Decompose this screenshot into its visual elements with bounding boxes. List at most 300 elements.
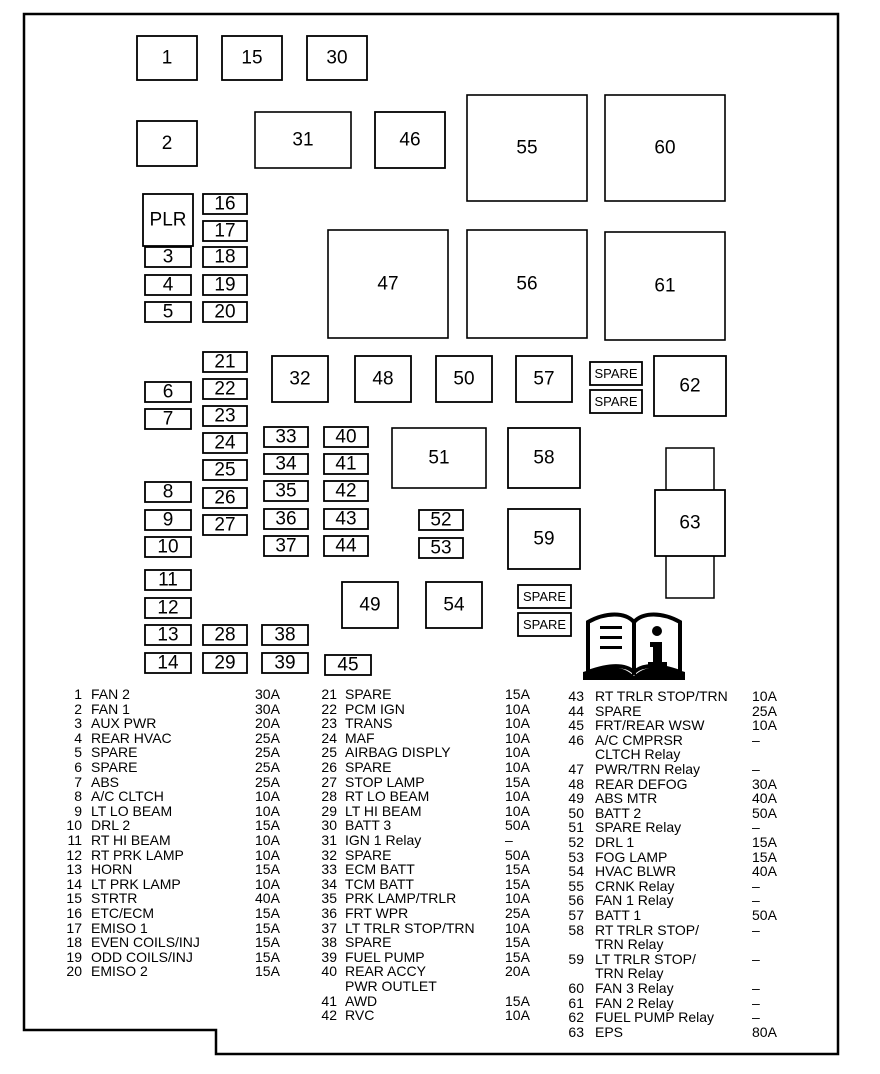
fuse-f53 bbox=[419, 538, 463, 559]
legend-circuit-name: A/C CLTCH bbox=[91, 788, 164, 805]
legend-circuit-name: FAN 3 Relay bbox=[595, 980, 674, 996]
fuse-f56 bbox=[467, 230, 587, 338]
legend-circuit-name: LT TRLR STOP/ bbox=[595, 950, 696, 967]
fuse-f62-label: 62 bbox=[679, 375, 701, 397]
legend-rating: 10A bbox=[505, 715, 530, 732]
legend-fuse-number: 54 bbox=[568, 863, 584, 880]
legend-circuit-name: EVEN COILS/INJ bbox=[91, 934, 200, 951]
legend-circuit-name: BATT 2 bbox=[595, 804, 642, 821]
fuse-f9 bbox=[145, 510, 191, 531]
legend-fuse-number: 9 bbox=[74, 802, 82, 819]
legend-circuit-name: REAR ACCY bbox=[345, 963, 426, 980]
fuse-f34 bbox=[264, 454, 308, 475]
legend-fuse-number: 39 bbox=[321, 948, 337, 965]
legend-fuse-number: 25 bbox=[321, 744, 337, 761]
fuse-f28 bbox=[203, 625, 247, 646]
fuse-f5-label: 5 bbox=[162, 301, 174, 323]
fuse-f37 bbox=[264, 536, 308, 557]
fuse-f55-label: 55 bbox=[516, 137, 538, 159]
legend-circuit-name: LT TRLR STOP/TRN bbox=[345, 919, 475, 936]
legend-fuse-number: 41 bbox=[321, 992, 337, 1009]
legend-rating: – bbox=[752, 1009, 760, 1026]
legend-rating: – bbox=[752, 980, 760, 996]
legend-rating: 40A bbox=[255, 890, 280, 907]
legend-rating: 15A bbox=[505, 686, 530, 702]
legend-fuse-number: 28 bbox=[321, 788, 337, 805]
fuse-f13 bbox=[145, 625, 191, 646]
legend-fuse-number: 53 bbox=[568, 848, 584, 865]
fuse-f14 bbox=[145, 653, 191, 674]
fuse-f44-label: 44 bbox=[335, 535, 357, 557]
fuse-f59 bbox=[508, 509, 580, 569]
fuse-f63 bbox=[655, 490, 725, 556]
fuse-f10-label: 10 bbox=[157, 536, 179, 558]
legend-rating: 10A bbox=[255, 788, 280, 805]
legend-fuse-number: 17 bbox=[66, 919, 82, 936]
legend-circuit-name: SPARE bbox=[345, 934, 392, 951]
legend-circuit-name: BATT 1 bbox=[595, 907, 642, 923]
legend-fuse-number: 40 bbox=[321, 963, 337, 980]
legend-fuse-number: 4 bbox=[74, 729, 82, 746]
legend-fuse-number: 7 bbox=[74, 773, 82, 790]
fuse-f23-label: 23 bbox=[214, 405, 236, 427]
legend-fuse-number: 2 bbox=[74, 700, 82, 717]
legend-circuit-name: DRL 2 bbox=[91, 817, 131, 834]
legend-fuse-number: 12 bbox=[66, 846, 82, 863]
fuse-spare_b bbox=[590, 390, 642, 413]
legend-circuit-name: FAN 1 Relay bbox=[595, 892, 674, 909]
legend-rating: 10A bbox=[505, 802, 530, 819]
legend-fuse-number: 57 bbox=[568, 907, 584, 923]
legend-rating: 10A bbox=[505, 729, 530, 746]
legend-circuit-name: TRN Relay bbox=[595, 936, 664, 953]
legend-rating: 30A bbox=[255, 700, 280, 717]
legend-circuit-name: CRNK Relay bbox=[595, 877, 675, 894]
fuse-spare_d-label: SPARE bbox=[522, 617, 567, 632]
legend-rating: 10A bbox=[505, 700, 530, 717]
legend-circuit-name: SPARE bbox=[91, 759, 138, 775]
fuse-f2-label: 2 bbox=[161, 133, 173, 154]
fuse-f45-label: 45 bbox=[337, 654, 359, 676]
fuse-f38 bbox=[262, 625, 308, 646]
legend-rating: 20A bbox=[255, 715, 280, 732]
fuse-f7 bbox=[145, 409, 191, 430]
legend-rating: 10A bbox=[255, 832, 280, 848]
legend-fuse-number: 30 bbox=[321, 817, 337, 834]
fuse-spare_a bbox=[590, 362, 642, 385]
legend-circuit-name: SPARE bbox=[345, 686, 392, 702]
legend-rating: 15A bbox=[505, 948, 530, 965]
fuse-f4-label: 4 bbox=[162, 274, 174, 296]
fuse-f56-label: 56 bbox=[516, 273, 538, 295]
legend-circuit-name: ABS bbox=[91, 773, 120, 790]
legend-circuit-name: RT PRK LAMP bbox=[91, 846, 184, 863]
legend-fuse-number: 42 bbox=[321, 1007, 337, 1024]
fuse-f42-label: 42 bbox=[335, 480, 357, 502]
legend-rating: – bbox=[752, 994, 760, 1011]
fuse-spare_d bbox=[518, 613, 571, 636]
legend-circuit-name: PWR/TRN Relay bbox=[595, 761, 701, 777]
legend-fuse-number: 21 bbox=[321, 686, 337, 702]
legend-rating: – bbox=[505, 832, 513, 848]
legend-circuit-name: LT PRK LAMP bbox=[91, 875, 181, 892]
fuse-f15-label: 15 bbox=[241, 47, 263, 69]
fuse-f34-label: 34 bbox=[275, 453, 297, 475]
fuse-f16 bbox=[203, 194, 247, 215]
legend-fuse-number: 20 bbox=[66, 963, 82, 980]
fuse-f29-label: 29 bbox=[214, 652, 236, 674]
fuse-f36 bbox=[264, 509, 308, 530]
fuse-f51 bbox=[392, 428, 486, 488]
legend-fuse-number: 11 bbox=[67, 832, 82, 848]
fuse-f17-label: 17 bbox=[214, 220, 236, 242]
legend-rating: 25A bbox=[255, 729, 280, 746]
fuse-spare_c-label: SPARE bbox=[522, 589, 567, 604]
legend-circuit-name: SPARE bbox=[595, 702, 642, 719]
legend-circuit-name: BATT 3 bbox=[345, 817, 392, 834]
fuse-f47-label: 47 bbox=[377, 273, 399, 295]
legend-circuit-name: STOP LAMP bbox=[345, 773, 425, 790]
fuse-f50 bbox=[436, 356, 492, 402]
legend-fuse-number: 38 bbox=[321, 934, 337, 951]
fuse-f44 bbox=[324, 536, 368, 557]
fuse-f46 bbox=[375, 112, 445, 168]
legend-fuse-number: 22 bbox=[321, 700, 337, 717]
legend-circuit-name: REAR DEFOG bbox=[595, 775, 688, 792]
fuse-f43-label: 43 bbox=[335, 508, 357, 530]
fuse-f57 bbox=[516, 356, 572, 402]
legend-circuit-name: HORN bbox=[91, 861, 133, 878]
fuse-f43 bbox=[324, 509, 368, 530]
fuse-spare_b-label: SPARE bbox=[594, 394, 638, 409]
fuse-f35-label: 35 bbox=[275, 480, 297, 502]
legend-circuit-name: LT LO BEAM bbox=[91, 802, 173, 819]
legend-fuse-number: 62 bbox=[568, 1009, 584, 1026]
fuse-f54 bbox=[426, 582, 482, 628]
legend-fuse-number: 48 bbox=[568, 775, 584, 792]
fuse-f29 bbox=[203, 653, 247, 674]
legend-rating: 50A bbox=[752, 907, 777, 923]
legend-fuse-number: 6 bbox=[74, 759, 82, 775]
fuse-f18 bbox=[203, 247, 247, 268]
fuse-f62 bbox=[654, 356, 726, 416]
fuse-f28-label: 28 bbox=[214, 624, 236, 646]
fuse-f49-label: 49 bbox=[359, 594, 381, 616]
legend-rating: 25A bbox=[255, 759, 280, 775]
legend-fuse-number: 51 bbox=[568, 819, 584, 836]
fuse-f21 bbox=[203, 352, 247, 373]
legend-rating: 15A bbox=[255, 919, 280, 936]
legend-circuit-name: AIRBAG DISPLY bbox=[345, 744, 451, 761]
legend-circuit-name: SPARE bbox=[91, 744, 138, 761]
fuse-f5 bbox=[145, 302, 191, 323]
legend-rating: 15A bbox=[255, 934, 280, 951]
legend-fuse-number: 29 bbox=[321, 802, 337, 819]
legend-rating: 15A bbox=[255, 948, 280, 965]
legend-rating: – bbox=[752, 950, 760, 967]
legend-rating: 25A bbox=[752, 702, 777, 719]
legend-circuit-name: PRK LAMP/TRLR bbox=[345, 890, 457, 907]
fuse-f12 bbox=[145, 598, 191, 619]
legend-rating: – bbox=[752, 877, 760, 894]
legend-circuit-name: ODD COILS/INJ bbox=[91, 948, 193, 965]
fuse-f41-label: 41 bbox=[335, 453, 357, 475]
legend-rating: 10A bbox=[255, 846, 280, 863]
fuse-f58 bbox=[508, 428, 580, 488]
legend-fuse-number: 50 bbox=[568, 804, 584, 821]
legend-circuit-name: RVC bbox=[345, 1007, 375, 1024]
legend-fuse-number: 31 bbox=[321, 832, 337, 848]
legend-fuse-number: 26 bbox=[321, 759, 337, 775]
legend-circuit-name: FRT WPR bbox=[345, 905, 409, 921]
legend-fuse-number: 13 bbox=[66, 861, 82, 878]
fuse-f26 bbox=[203, 488, 247, 509]
fuse-f24 bbox=[203, 433, 247, 454]
fuse-f60-label: 60 bbox=[654, 137, 676, 159]
fuse-f40 bbox=[324, 427, 368, 448]
legend-circuit-name: SPARE bbox=[345, 759, 392, 775]
legend-circuit-name: DRL 1 bbox=[595, 834, 635, 850]
fuse-f38-label: 38 bbox=[274, 624, 296, 646]
fuse-f49 bbox=[342, 582, 398, 628]
fuse-f14-label: 14 bbox=[157, 652, 179, 674]
fuse-f48 bbox=[355, 356, 411, 402]
legend-fuse-number: 14 bbox=[66, 875, 82, 892]
legend-rating: 10A bbox=[505, 1007, 530, 1024]
legend-fuse-number: 19 bbox=[66, 948, 82, 965]
fuse-f31 bbox=[255, 112, 351, 168]
fuse-f32 bbox=[272, 356, 328, 402]
legend-circuit-name: IGN 1 Relay bbox=[345, 832, 422, 848]
info-manual-icon bbox=[583, 615, 685, 681]
legend-circuit-name: FAN 2 bbox=[91, 686, 130, 702]
legend-fuse-number: 27 bbox=[321, 773, 337, 790]
legend-rating: 15A bbox=[752, 834, 777, 850]
legend-fuse-number: 16 bbox=[66, 905, 82, 921]
fuse-f19-label: 19 bbox=[214, 274, 236, 296]
fuse-f31-label: 31 bbox=[292, 129, 314, 151]
legend-rating: 15A bbox=[505, 934, 530, 951]
legend-circuit-name: PWR OUTLET bbox=[345, 978, 437, 994]
fuse-f25 bbox=[203, 460, 247, 481]
legend-rating: 25A bbox=[255, 744, 280, 761]
fuse-f9-label: 9 bbox=[162, 509, 174, 531]
legend-fuse-number: 3 bbox=[74, 715, 82, 732]
fuse-f59-label: 59 bbox=[533, 528, 555, 550]
fuse-f50-label: 50 bbox=[453, 368, 475, 390]
legend-fuse-number: 33 bbox=[321, 861, 337, 878]
fuse-f27-label: 27 bbox=[214, 514, 236, 536]
fuse-f60 bbox=[605, 95, 725, 201]
legend-circuit-name: ETC/ECM bbox=[91, 905, 154, 921]
fuse-f33-label: 33 bbox=[275, 426, 297, 448]
fuse-f45 bbox=[325, 655, 371, 676]
legend-fuse-number: 60 bbox=[568, 980, 584, 996]
legend-fuse-number: 47 bbox=[568, 761, 584, 777]
legend-rating: 25A bbox=[505, 905, 530, 921]
legend-circuit-name: CLTCH Relay bbox=[595, 746, 681, 763]
legend-rating: 40A bbox=[752, 790, 777, 807]
legend-rating: – bbox=[752, 731, 760, 748]
legend-rating: 50A bbox=[505, 846, 530, 863]
legend-circuit-name: TCM BATT bbox=[345, 875, 414, 892]
legend-fuse-number: 18 bbox=[66, 934, 82, 951]
fuse-f16-label: 16 bbox=[214, 193, 236, 215]
fuse-f32-label: 32 bbox=[289, 368, 311, 390]
fuse-f61-label: 61 bbox=[654, 275, 676, 297]
fuse-f21-label: 21 bbox=[214, 351, 236, 373]
fuse-f11-label: 11 bbox=[158, 569, 178, 591]
fuse-f6 bbox=[145, 382, 191, 403]
fuse-f53-label: 53 bbox=[430, 537, 452, 559]
legend-fuse-number: 24 bbox=[321, 729, 337, 746]
legend-circuit-name: PCM IGN bbox=[345, 700, 405, 717]
fuse-plr bbox=[143, 194, 193, 246]
legend-circuit-name: AUX PWR bbox=[91, 715, 157, 732]
legend-rating: 10A bbox=[255, 802, 280, 819]
legend-rating: 40A bbox=[752, 863, 777, 880]
legend-circuit-name: RT TRLR STOP/ bbox=[595, 921, 699, 938]
legend-fuse-number: 56 bbox=[568, 892, 584, 909]
legend-circuit-name: FOG LAMP bbox=[595, 848, 668, 865]
legend-rating: 15A bbox=[505, 875, 530, 892]
legend-fuse-number: 49 bbox=[568, 790, 584, 807]
fuse-f39-label: 39 bbox=[274, 652, 296, 674]
legend-fuse-number: 59 bbox=[568, 950, 584, 967]
legend-circuit-name: STRTR bbox=[91, 890, 138, 907]
legend-circuit-name: TRANS bbox=[345, 715, 393, 732]
legend-rating: 10A bbox=[505, 919, 530, 936]
legend-fuse-number: 61 bbox=[568, 994, 584, 1011]
legend-circuit-name: FAN 2 Relay bbox=[595, 994, 674, 1011]
fuse-f41 bbox=[324, 454, 368, 475]
fuse-f26-label: 26 bbox=[214, 487, 236, 509]
fuse-f63-label: 63 bbox=[679, 512, 701, 534]
legend-rating: – bbox=[752, 819, 760, 836]
fuse-f20 bbox=[203, 302, 247, 323]
legend-circuit-name: EMISO 1 bbox=[91, 919, 148, 936]
legend-circuit-name: REAR HVAC bbox=[91, 729, 172, 746]
fuse-f52-label: 52 bbox=[430, 509, 452, 531]
legend-rating: 15A bbox=[255, 861, 280, 878]
legend-rating: 50A bbox=[752, 804, 777, 821]
legend-circuit-name: SPARE Relay bbox=[595, 819, 682, 836]
fuse-f19 bbox=[203, 275, 247, 296]
legend-fuse-number: 10 bbox=[66, 817, 82, 834]
fuse-plr-label: PLR bbox=[149, 209, 187, 231]
legend-rating: 10A bbox=[752, 717, 777, 734]
legend-fuse-number: 1 bbox=[74, 686, 82, 702]
legend-fuse-number: 63 bbox=[568, 1023, 584, 1040]
legend-fuse-number: 23 bbox=[321, 715, 337, 732]
legend-fuse-number: 43 bbox=[568, 688, 584, 704]
fuse-f10 bbox=[145, 537, 191, 558]
fuse-f1-label: 1 bbox=[161, 47, 173, 69]
legend-circuit-name: RT LO BEAM bbox=[345, 788, 430, 805]
legend-rating: 50A bbox=[505, 817, 530, 834]
legend-rating: 20A bbox=[505, 963, 530, 980]
legend-circuit-name: RT TRLR STOP/TRN bbox=[595, 688, 728, 704]
legend-rating: – bbox=[752, 921, 760, 938]
fuse-f39 bbox=[262, 653, 308, 674]
fuse-f22-label: 22 bbox=[214, 378, 236, 400]
legend-rating: 25A bbox=[255, 773, 280, 790]
fuse-f8-label: 8 bbox=[162, 481, 174, 503]
legend-rating: 15A bbox=[505, 992, 530, 1009]
fuse-f12-label: 12 bbox=[157, 597, 179, 619]
legend-fuse-number: 8 bbox=[74, 788, 82, 805]
fuse-f30 bbox=[307, 36, 367, 80]
fuse-f20-label: 20 bbox=[214, 301, 236, 323]
legend-fuse-number: 37 bbox=[321, 919, 337, 936]
fuse-f47 bbox=[328, 230, 448, 338]
fuse-f11 bbox=[145, 570, 191, 591]
legend-rating: – bbox=[752, 761, 760, 777]
fuse-f37-label: 37 bbox=[275, 535, 297, 557]
legend-fuse-number: 46 bbox=[568, 731, 584, 748]
legend-circuit-name: HVAC BLWR bbox=[595, 863, 677, 880]
legend-circuit-name: MAF bbox=[345, 729, 375, 746]
fuse-f17 bbox=[203, 221, 247, 242]
fuse-spare_c bbox=[518, 585, 571, 608]
fuse-f54-label: 54 bbox=[443, 594, 465, 616]
legend-circuit-name: FUEL PUMP Relay bbox=[595, 1009, 715, 1026]
fuse-f8 bbox=[145, 482, 191, 503]
legend-fuse-number: 35 bbox=[321, 890, 337, 907]
fuse-f61 bbox=[605, 232, 725, 340]
legend-fuse-number: 36 bbox=[321, 905, 337, 921]
fuse-f2 bbox=[137, 121, 197, 166]
fuse-f23 bbox=[203, 406, 247, 427]
legend-rating: – bbox=[752, 892, 760, 909]
legend-circuit-name: LT HI BEAM bbox=[345, 802, 422, 819]
fuse-f3 bbox=[145, 247, 191, 268]
legend-circuit-name: EPS bbox=[595, 1023, 624, 1040]
legend-rating: 15A bbox=[255, 817, 280, 834]
fuse-f13-label: 13 bbox=[157, 624, 179, 646]
legend-rating: 80A bbox=[752, 1023, 777, 1040]
fuse-f27 bbox=[203, 515, 247, 536]
legend-circuit-name: AWD bbox=[345, 992, 378, 1009]
legend-rating: 10A bbox=[505, 744, 530, 761]
fuse-f55 bbox=[467, 95, 587, 201]
legend-fuse-number: 45 bbox=[568, 717, 584, 734]
fuse-f46-label: 46 bbox=[399, 129, 421, 151]
legend-rating: 15A bbox=[255, 963, 280, 980]
legend-circuit-name: A/C CMPRSR bbox=[595, 731, 683, 748]
fuse-f6-label: 6 bbox=[162, 381, 174, 403]
legend-rating: 10A bbox=[505, 890, 530, 907]
fuse-f30-label: 30 bbox=[326, 47, 348, 69]
legend-circuit-name: SPARE bbox=[345, 846, 392, 863]
fuse-f4 bbox=[145, 275, 191, 296]
legend-circuit-name: FAN 1 bbox=[91, 700, 130, 717]
legend-fuse-number: 55 bbox=[568, 877, 584, 894]
legend-fuse-number: 52 bbox=[568, 834, 584, 850]
fuse-f57-label: 57 bbox=[533, 368, 555, 390]
legend-circuit-name: ABS MTR bbox=[595, 790, 658, 807]
legend-rating: 15A bbox=[505, 773, 530, 790]
legend-circuit-name: ECM BATT bbox=[345, 861, 415, 878]
legend-fuse-number: 32 bbox=[321, 846, 337, 863]
fuse-f18-label: 18 bbox=[214, 246, 236, 268]
fuse-spare_a-label: SPARE bbox=[594, 366, 638, 381]
fuse-f51-label: 51 bbox=[428, 447, 450, 469]
fuse-f42 bbox=[324, 481, 368, 502]
fuse-f15 bbox=[222, 36, 282, 80]
legend-rating: 30A bbox=[752, 775, 777, 792]
fuse-f1 bbox=[137, 36, 197, 80]
